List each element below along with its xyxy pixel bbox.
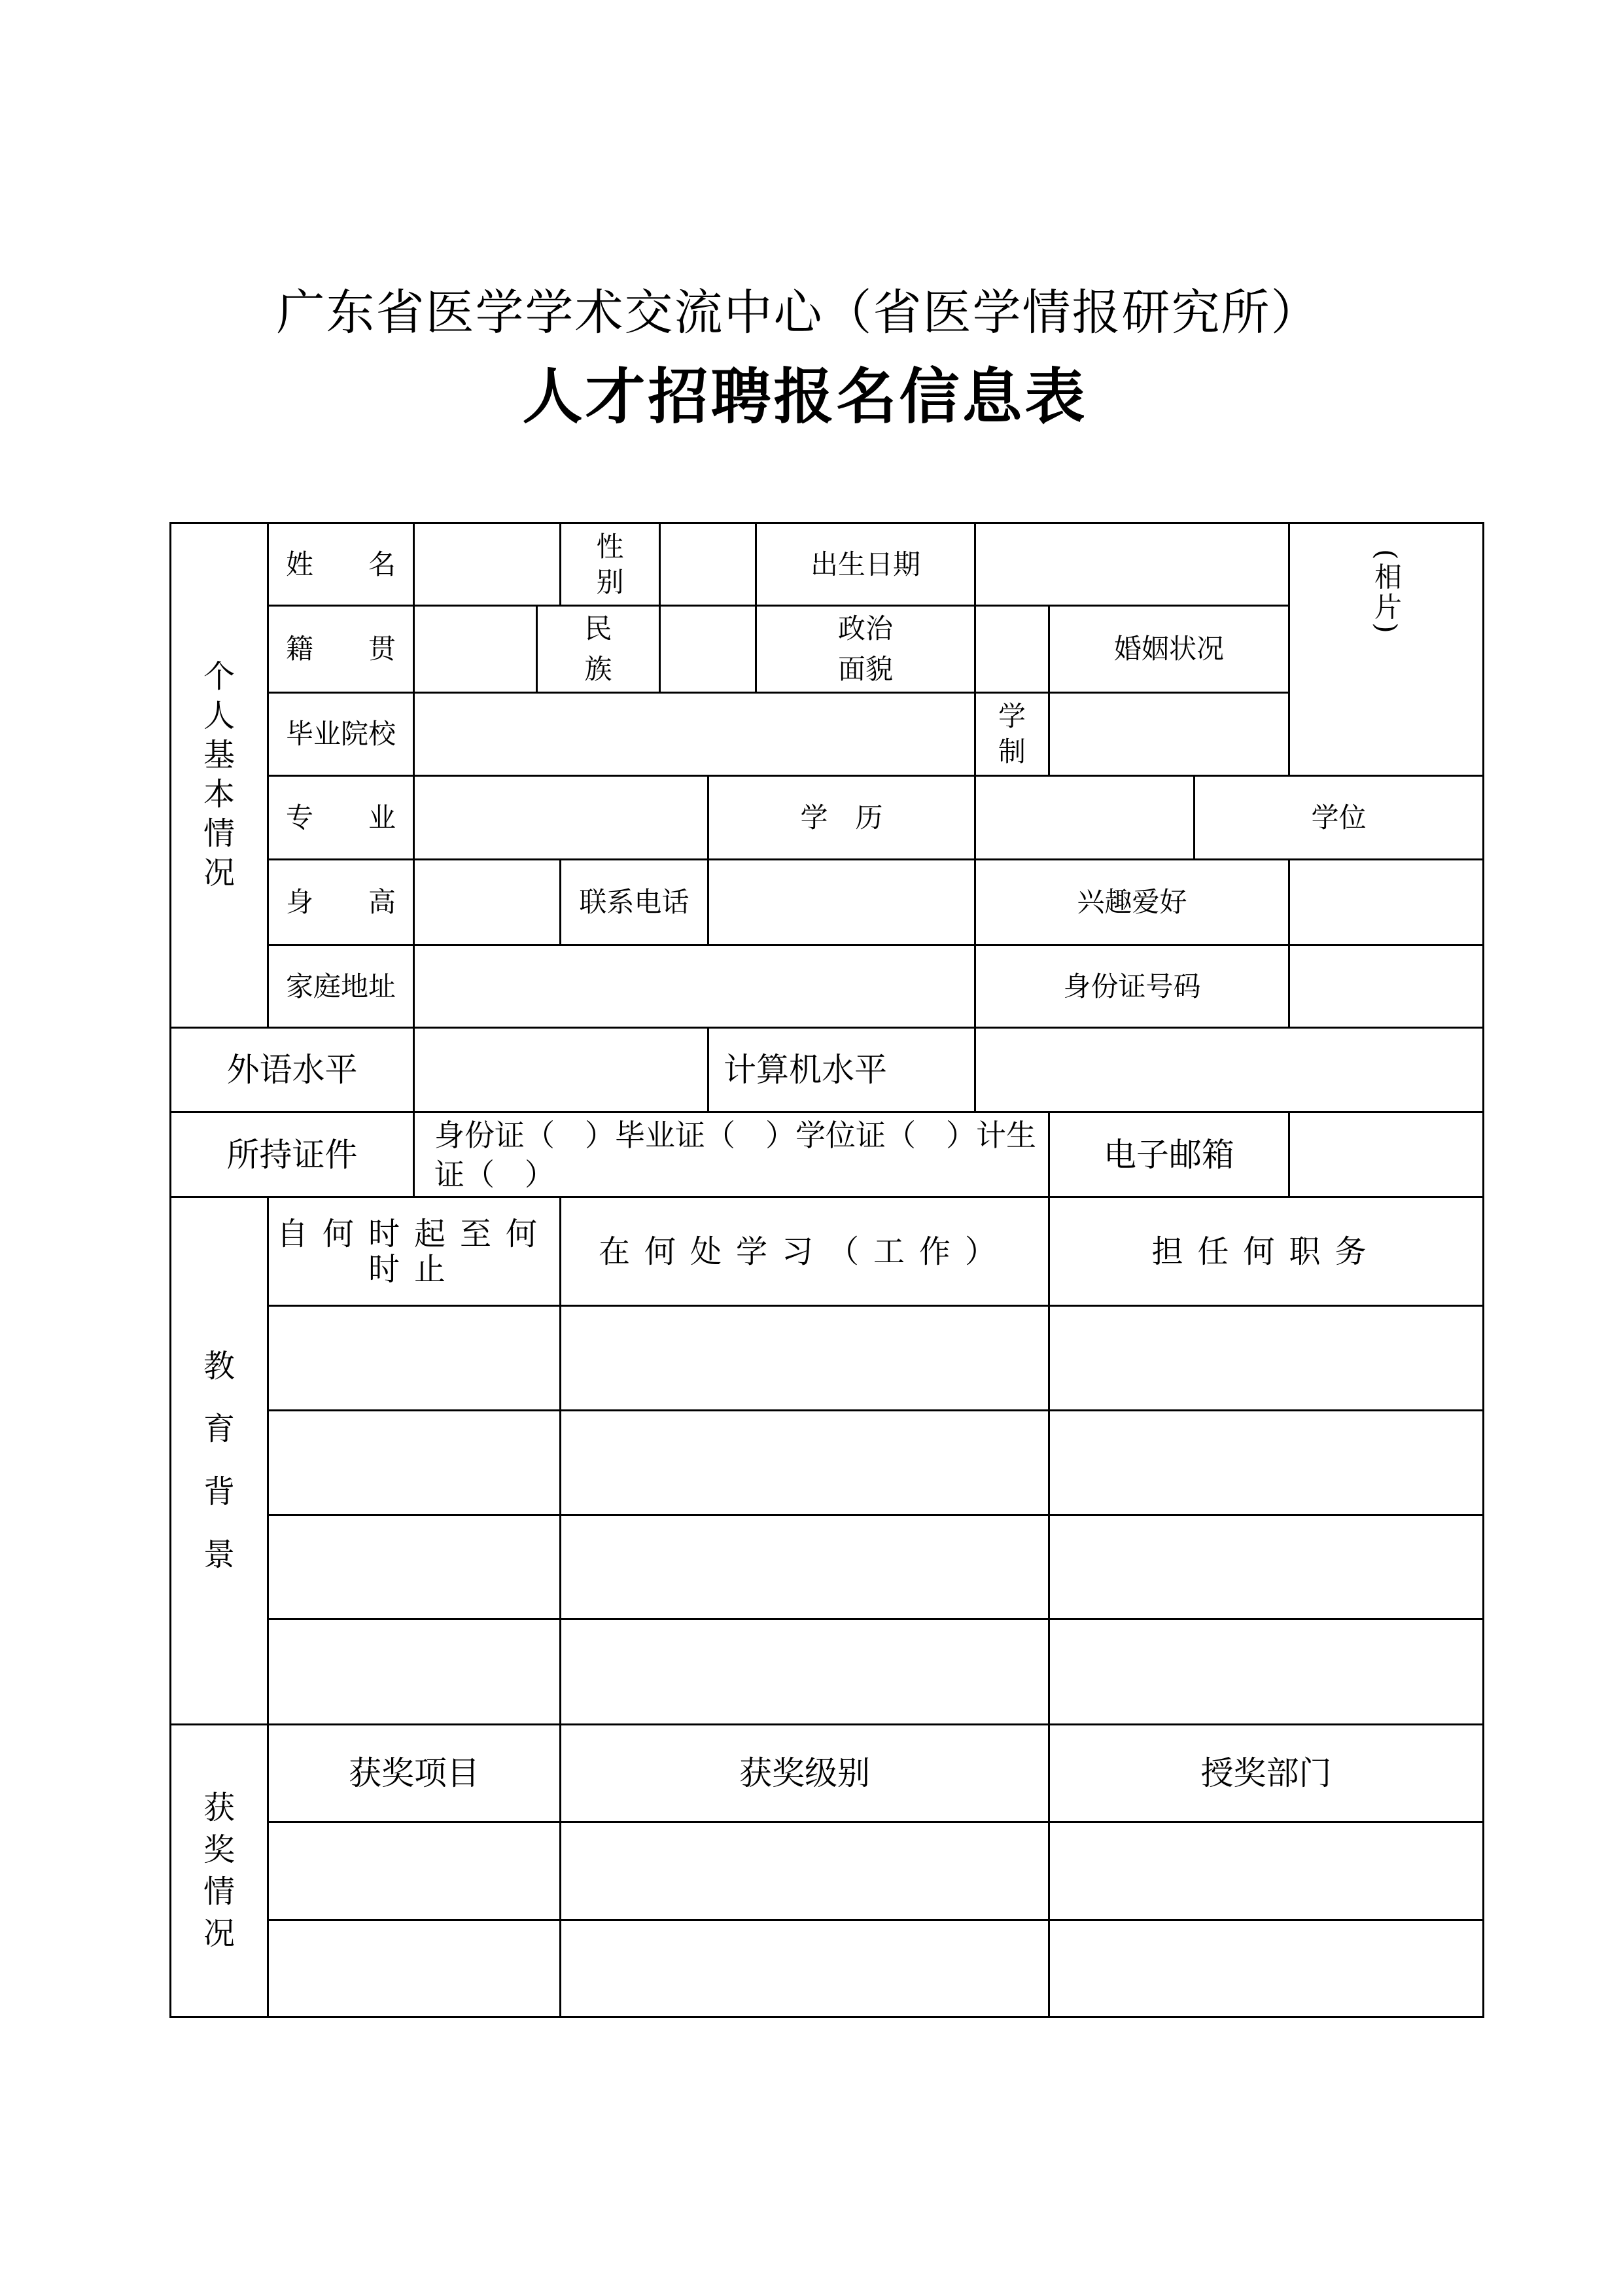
edu-place-cell[interactable] xyxy=(561,1411,1049,1515)
schooling-years-label: 学 制 xyxy=(975,693,1049,776)
personal-section-label xyxy=(171,523,268,1028)
id-number-label: 身份证号码 xyxy=(975,945,1289,1028)
edu-position-cell[interactable] xyxy=(1049,1515,1484,1619)
school-field[interactable] xyxy=(414,693,975,776)
language-level-label: 外语水平 xyxy=(171,1028,414,1112)
hobby-field[interactable] xyxy=(1289,860,1484,945)
education-section-label xyxy=(171,1197,268,1725)
edu-period-cell[interactable] xyxy=(268,1515,561,1619)
native-place-field[interactable] xyxy=(414,606,537,693)
id-number-field[interactable] xyxy=(1289,945,1484,1028)
ethnicity-label-text: 民族 xyxy=(584,612,612,685)
political-status-label xyxy=(756,606,975,693)
award-col-project: 获奖项目 xyxy=(268,1725,561,1822)
address-field[interactable] xyxy=(414,945,975,1028)
political-status-field[interactable] xyxy=(975,606,1049,693)
award-project-cell[interactable] xyxy=(268,1822,561,1920)
edu-period-cell[interactable] xyxy=(268,1306,561,1411)
height-field[interactable] xyxy=(414,860,561,945)
edu-position-cell[interactable] xyxy=(1049,1619,1484,1725)
hobby-label: 兴趣爱好 xyxy=(975,860,1289,945)
email-label: 电子邮箱 xyxy=(1049,1112,1289,1197)
photo-label: (相片) xyxy=(1370,549,1403,636)
major-label: 专 业 xyxy=(268,776,414,860)
language-level-field[interactable] xyxy=(414,1028,708,1112)
major-field[interactable] xyxy=(414,776,708,860)
edu-place-cell[interactable] xyxy=(561,1306,1049,1411)
award-dept-cell[interactable] xyxy=(1049,1822,1484,1920)
edu-position-cell[interactable] xyxy=(1049,1306,1484,1411)
edu-period-cell[interactable] xyxy=(268,1411,561,1515)
education-level-label: 学 历 xyxy=(708,776,975,860)
award-col-level: 获奖级别 xyxy=(561,1725,1049,1822)
award-project-cell[interactable] xyxy=(268,1920,561,2017)
award-dept-cell[interactable] xyxy=(1049,1920,1484,2017)
edu-col-period: 自何时起至何时止 xyxy=(268,1197,561,1306)
form-title: 人才招聘报名信息表 xyxy=(522,361,1088,432)
ethnicity-field[interactable] xyxy=(660,606,756,693)
edu-place-cell[interactable] xyxy=(561,1515,1049,1619)
marital-status-label: 婚姻状况 xyxy=(1049,606,1289,693)
degree-label: 学位 xyxy=(1195,776,1484,860)
computer-level-field[interactable] xyxy=(975,1028,1484,1112)
political-status-label-text: 政治面貌 xyxy=(837,612,893,685)
native-place-label: 籍 贯 xyxy=(268,606,414,693)
education-section-text: 教育背景 xyxy=(203,1347,235,1573)
awards-section-text: 获奖情况 xyxy=(203,1790,235,1952)
address-label: 家庭地址 xyxy=(268,945,414,1028)
height-label: 身 高 xyxy=(268,860,414,945)
education-level-field[interactable] xyxy=(975,776,1195,860)
phone-field[interactable] xyxy=(708,860,975,945)
award-level-cell[interactable] xyxy=(561,1920,1049,2017)
edu-position-cell[interactable] xyxy=(1049,1411,1484,1515)
edu-col-position: 担任何职务 xyxy=(1049,1197,1484,1306)
award-level-cell[interactable] xyxy=(561,1822,1049,1920)
edu-period-cell[interactable] xyxy=(268,1619,561,1725)
birth-date-field[interactable] xyxy=(975,523,1289,606)
computer-level-label: 计算机水平 xyxy=(708,1028,975,1112)
certificates-options[interactable]: 身份证（ ）毕业证（ ）学位证（ ）计生证（ ） xyxy=(414,1112,1049,1197)
email-field[interactable] xyxy=(1289,1112,1484,1197)
schooling-years-field[interactable] xyxy=(1049,693,1484,776)
school-label: 毕业院校 xyxy=(268,693,414,776)
registration-form-table xyxy=(169,522,1484,2018)
award-col-dept: 授奖部门 xyxy=(1049,1725,1484,1822)
edu-place-cell[interactable] xyxy=(561,1619,1049,1725)
form-title-org: 广东省医学学术交流中心（省医学情报研究所） xyxy=(276,285,1321,341)
edu-col-place: 在何处学习（工作） xyxy=(561,1197,1049,1306)
personal-section-text: 个人基本情况 xyxy=(203,658,235,891)
name-label: 姓 名 xyxy=(268,523,414,606)
ethnicity-label xyxy=(537,606,660,693)
gender-label: 性 别 xyxy=(561,523,660,606)
phone-label: 联系电话 xyxy=(561,860,708,945)
birth-date-label: 出生日期 xyxy=(756,523,975,606)
certificates-label: 所持证件 xyxy=(171,1112,414,1197)
name-field[interactable] xyxy=(414,523,561,606)
awards-section-label xyxy=(171,1725,268,2017)
